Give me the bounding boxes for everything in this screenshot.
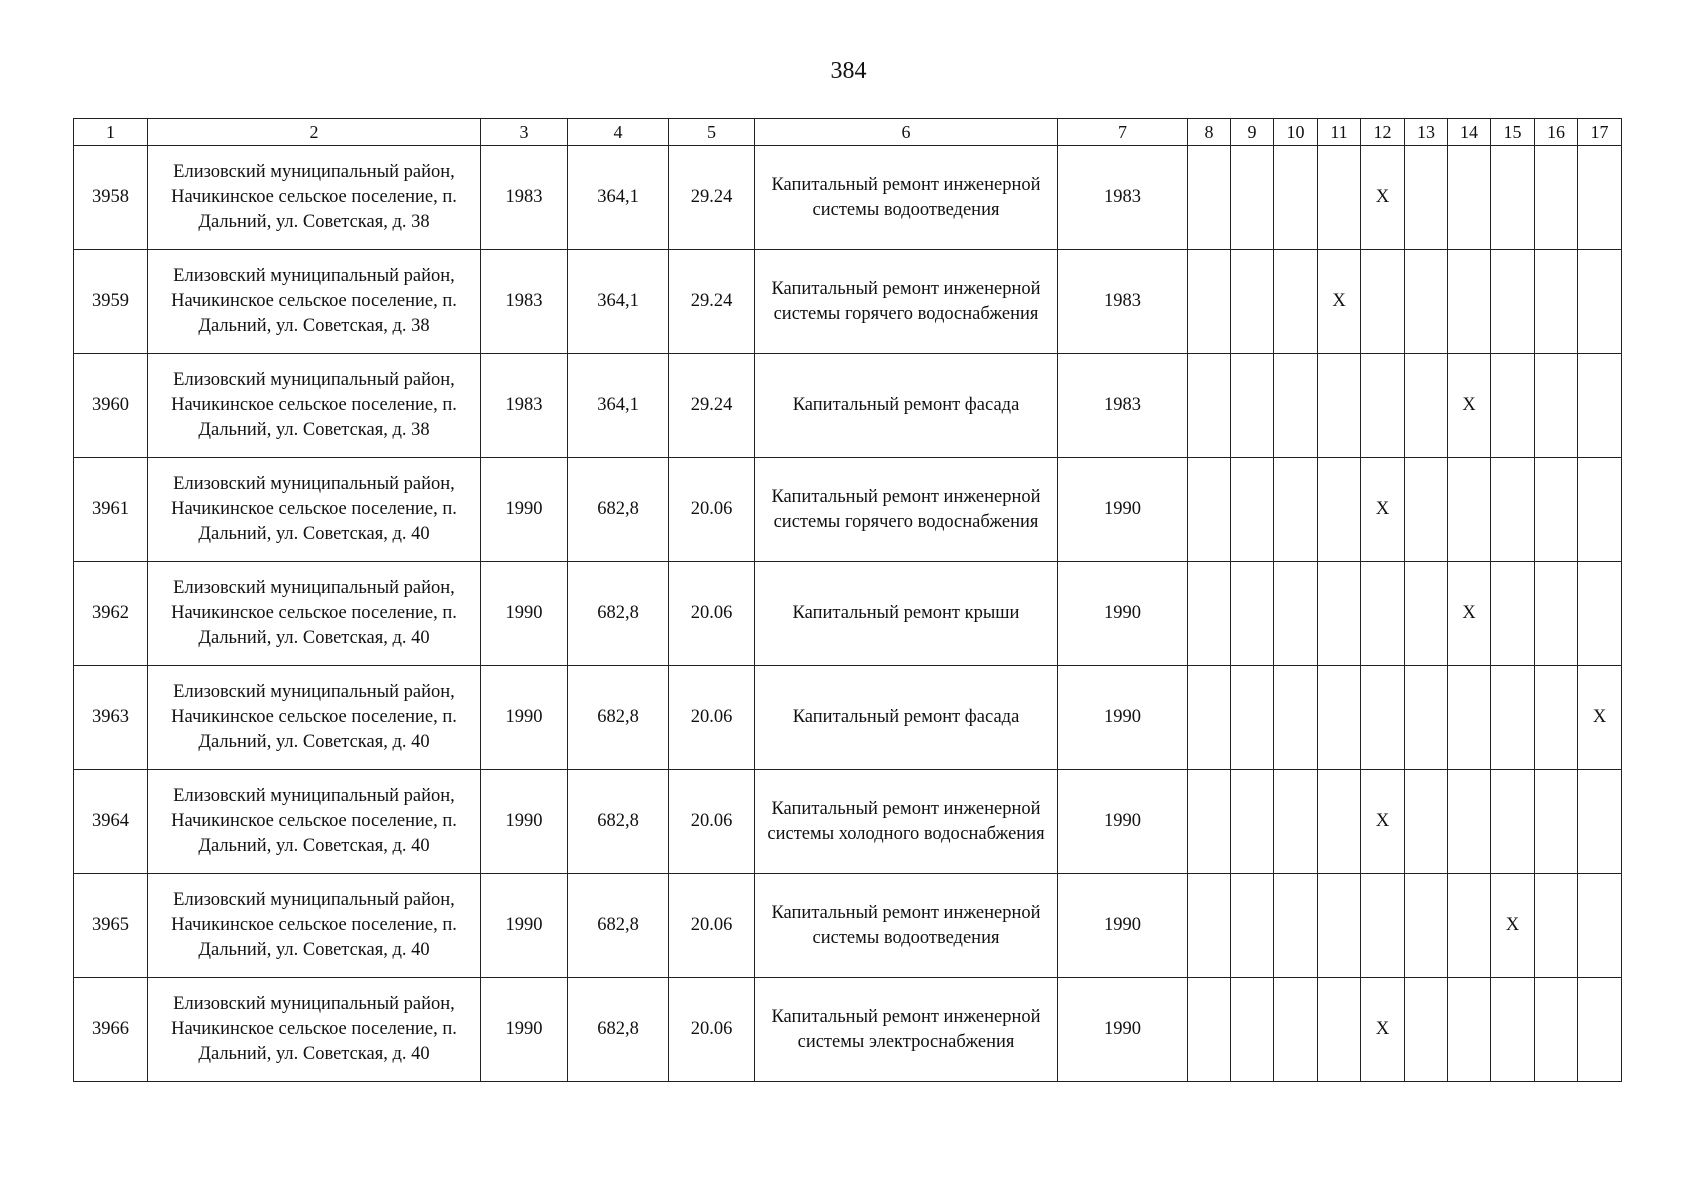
address-cell: Елизовский муниципальный район, Начикинское сельское поселение, п. Дальний, ул. Советская, д. 38 [148,354,481,458]
period-cell-12 [1361,666,1405,770]
period-mark: X [1448,562,1491,666]
period-mark: X [1578,666,1622,770]
period-cell-8 [1188,250,1231,354]
table-row [74,874,1622,978]
period-cell-13 [1405,458,1448,562]
period-cell-9 [1231,562,1274,666]
column-number-header: 6 [755,119,1058,146]
table-row [74,354,1622,458]
period-cell-12 [1361,874,1405,978]
period-cell-17 [1578,874,1622,978]
period-cell-15 [1491,770,1535,874]
column-number-header: 16 [1535,119,1578,146]
table-body [74,119,1622,1082]
period-cell-9 [1231,770,1274,874]
period-mark: X [1491,874,1535,978]
period-cell-16 [1535,770,1578,874]
work-type-cell: Капитальный ремонт крыши [755,562,1058,666]
row-number-cell: 3962 [74,562,148,666]
period-cell-10 [1274,562,1318,666]
row-number-cell: 3961 [74,458,148,562]
column-number-header: 1 [74,119,148,146]
period-cell-8 [1188,354,1231,458]
period-cell-15 [1491,666,1535,770]
period-cell-17 [1578,354,1622,458]
header-row [74,119,1622,146]
column-number-header: 2 [148,119,481,146]
value-cell: 20.06 [669,458,755,562]
table-row [74,978,1622,1082]
year-cell: 1990 [1058,874,1188,978]
period-cell-10 [1274,874,1318,978]
period-cell-12 [1361,562,1405,666]
period-cell-8 [1188,562,1231,666]
year-built-cell: 1990 [481,562,568,666]
period-mark: X [1361,770,1405,874]
work-type-cell: Капитальный ремонт инженерной системы горячего водоснабжения [755,250,1058,354]
period-cell-8 [1188,770,1231,874]
period-cell-17 [1578,250,1622,354]
row-number-cell: 3964 [74,770,148,874]
row-number-cell: 3963 [74,666,148,770]
period-cell-14 [1448,770,1491,874]
period-cell-16 [1535,978,1578,1082]
area-cell: 682,8 [568,770,669,874]
period-cell-10 [1274,770,1318,874]
period-cell-13 [1405,874,1448,978]
year-cell: 1990 [1058,978,1188,1082]
period-cell-13 [1405,250,1448,354]
work-type-cell: Капитальный ремонт фасада [755,666,1058,770]
period-cell-9 [1231,458,1274,562]
area-cell: 682,8 [568,458,669,562]
year-cell: 1983 [1058,250,1188,354]
period-cell-11 [1318,458,1361,562]
period-cell-15 [1491,250,1535,354]
period-cell-17 [1578,458,1622,562]
area-cell: 682,8 [568,978,669,1082]
value-cell: 29.24 [669,354,755,458]
period-cell-10 [1274,978,1318,1082]
work-type-cell: Капитальный ремонт фасада [755,354,1058,458]
column-number-header: 10 [1274,119,1318,146]
row-number-cell: 3960 [74,354,148,458]
area-cell: 682,8 [568,562,669,666]
year-built-cell: 1990 [481,458,568,562]
row-number-cell: 3965 [74,874,148,978]
address-cell: Елизовский муниципальный район, Начикинское сельское поселение, п. Дальний, ул. Советская, д. 40 [148,978,481,1082]
table-row [74,458,1622,562]
year-cell: 1983 [1058,354,1188,458]
period-cell-15 [1491,146,1535,250]
column-number-header: 17 [1578,119,1622,146]
period-cell-11 [1318,354,1361,458]
work-type-cell: Капитальный ремонт инженерной системы водоотведения [755,874,1058,978]
value-cell: 20.06 [669,770,755,874]
period-cell-12 [1361,354,1405,458]
period-cell-16 [1535,146,1578,250]
period-cell-17 [1578,146,1622,250]
work-type-cell: Капитальный ремонт инженерной системы горячего водоснабжения [755,458,1058,562]
period-cell-13 [1405,146,1448,250]
period-cell-11 [1318,562,1361,666]
value-cell: 29.24 [669,146,755,250]
value-cell: 20.06 [669,562,755,666]
period-cell-11 [1318,978,1361,1082]
period-cell-9 [1231,354,1274,458]
area-cell: 682,8 [568,874,669,978]
work-type-cell: Капитальный ремонт инженерной системы электроснабжения [755,978,1058,1082]
period-cell-10 [1274,666,1318,770]
area-cell: 364,1 [568,354,669,458]
area-cell: 364,1 [568,146,669,250]
period-cell-11 [1318,666,1361,770]
period-cell-16 [1535,458,1578,562]
column-number-header: 14 [1448,119,1491,146]
table-row [74,770,1622,874]
area-cell: 364,1 [568,250,669,354]
period-cell-11 [1318,146,1361,250]
row-number-cell: 3966 [74,978,148,1082]
period-cell-9 [1231,978,1274,1082]
period-cell-14 [1448,978,1491,1082]
year-built-cell: 1990 [481,666,568,770]
area-cell: 682,8 [568,666,669,770]
column-number-header: 3 [481,119,568,146]
year-cell: 1990 [1058,458,1188,562]
column-number-header: 8 [1188,119,1231,146]
row-number-cell: 3959 [74,250,148,354]
period-cell-9 [1231,666,1274,770]
period-cell-17 [1578,770,1622,874]
period-cell-14 [1448,146,1491,250]
period-cell-16 [1535,874,1578,978]
period-cell-11 [1318,874,1361,978]
period-cell-10 [1274,250,1318,354]
period-cell-13 [1405,562,1448,666]
year-cell: 1990 [1058,562,1188,666]
value-cell: 20.06 [669,874,755,978]
column-number-header: 11 [1318,119,1361,146]
address-cell: Елизовский муниципальный район, Начикинское сельское поселение, п. Дальний, ул. Советская, д. 40 [148,458,481,562]
period-cell-16 [1535,354,1578,458]
table-row [74,250,1622,354]
period-cell-15 [1491,562,1535,666]
column-number-header: 4 [568,119,669,146]
period-cell-14 [1448,250,1491,354]
period-cell-9 [1231,146,1274,250]
period-cell-13 [1405,666,1448,770]
period-cell-8 [1188,666,1231,770]
year-cell: 1983 [1058,146,1188,250]
address-cell: Елизовский муниципальный район, Начикинское сельское поселение, п. Дальний, ул. Советская, д. 38 [148,146,481,250]
period-cell-13 [1405,770,1448,874]
address-cell: Елизовский муниципальный район, Начикинское сельское поселение, п. Дальний, ул. Советская, д. 40 [148,666,481,770]
period-cell-13 [1405,354,1448,458]
year-built-cell: 1983 [481,250,568,354]
period-cell-10 [1274,458,1318,562]
period-cell-16 [1535,666,1578,770]
period-cell-9 [1231,250,1274,354]
value-cell: 29.24 [669,250,755,354]
address-cell: Елизовский муниципальный район, Начикинское сельское поселение, п. Дальний, ул. Советская, д. 40 [148,770,481,874]
period-cell-8 [1188,146,1231,250]
column-number-header: 15 [1491,119,1535,146]
column-number-header: 7 [1058,119,1188,146]
period-mark: X [1448,354,1491,458]
period-cell-8 [1188,458,1231,562]
column-number-header: 9 [1231,119,1274,146]
year-built-cell: 1990 [481,770,568,874]
capital-repair-table [73,118,1622,1082]
period-cell-14 [1448,666,1491,770]
value-cell: 20.06 [669,978,755,1082]
period-cell-16 [1535,562,1578,666]
period-cell-14 [1448,874,1491,978]
period-cell-16 [1535,250,1578,354]
period-mark: X [1361,146,1405,250]
period-cell-13 [1405,978,1448,1082]
column-number-header: 12 [1361,119,1405,146]
address-cell: Елизовский муниципальный район, Начикинское сельское поселение, п. Дальний, ул. Советская, д. 40 [148,562,481,666]
period-cell-8 [1188,978,1231,1082]
period-mark: X [1318,250,1361,354]
year-built-cell: 1983 [481,354,568,458]
year-cell: 1990 [1058,666,1188,770]
column-number-header: 5 [669,119,755,146]
period-cell-9 [1231,874,1274,978]
period-cell-10 [1274,146,1318,250]
work-type-cell: Капитальный ремонт инженерной системы холодного водоснабжения [755,770,1058,874]
page-number: 384 [830,58,867,84]
period-cell-8 [1188,874,1231,978]
table-row [74,146,1622,250]
year-built-cell: 1983 [481,146,568,250]
work-type-cell: Капитальный ремонт инженерной системы водоотведения [755,146,1058,250]
address-cell: Елизовский муниципальный район, Начикинское сельское поселение, п. Дальний, ул. Советская, д. 38 [148,250,481,354]
period-cell-14 [1448,458,1491,562]
year-built-cell: 1990 [481,874,568,978]
period-cell-10 [1274,354,1318,458]
period-cell-17 [1578,978,1622,1082]
period-mark: X [1361,978,1405,1082]
year-cell: 1990 [1058,770,1188,874]
period-mark: X [1361,458,1405,562]
table-row [74,666,1622,770]
column-number-header: 13 [1405,119,1448,146]
period-cell-17 [1578,562,1622,666]
table-row [74,562,1622,666]
period-cell-15 [1491,354,1535,458]
period-cell-15 [1491,978,1535,1082]
address-cell: Елизовский муниципальный район, Начикинское сельское поселение, п. Дальний, ул. Советская, д. 40 [148,874,481,978]
period-cell-15 [1491,458,1535,562]
period-cell-12 [1361,250,1405,354]
row-number-cell: 3958 [74,146,148,250]
period-cell-11 [1318,770,1361,874]
year-built-cell: 1990 [481,978,568,1082]
value-cell: 20.06 [669,666,755,770]
